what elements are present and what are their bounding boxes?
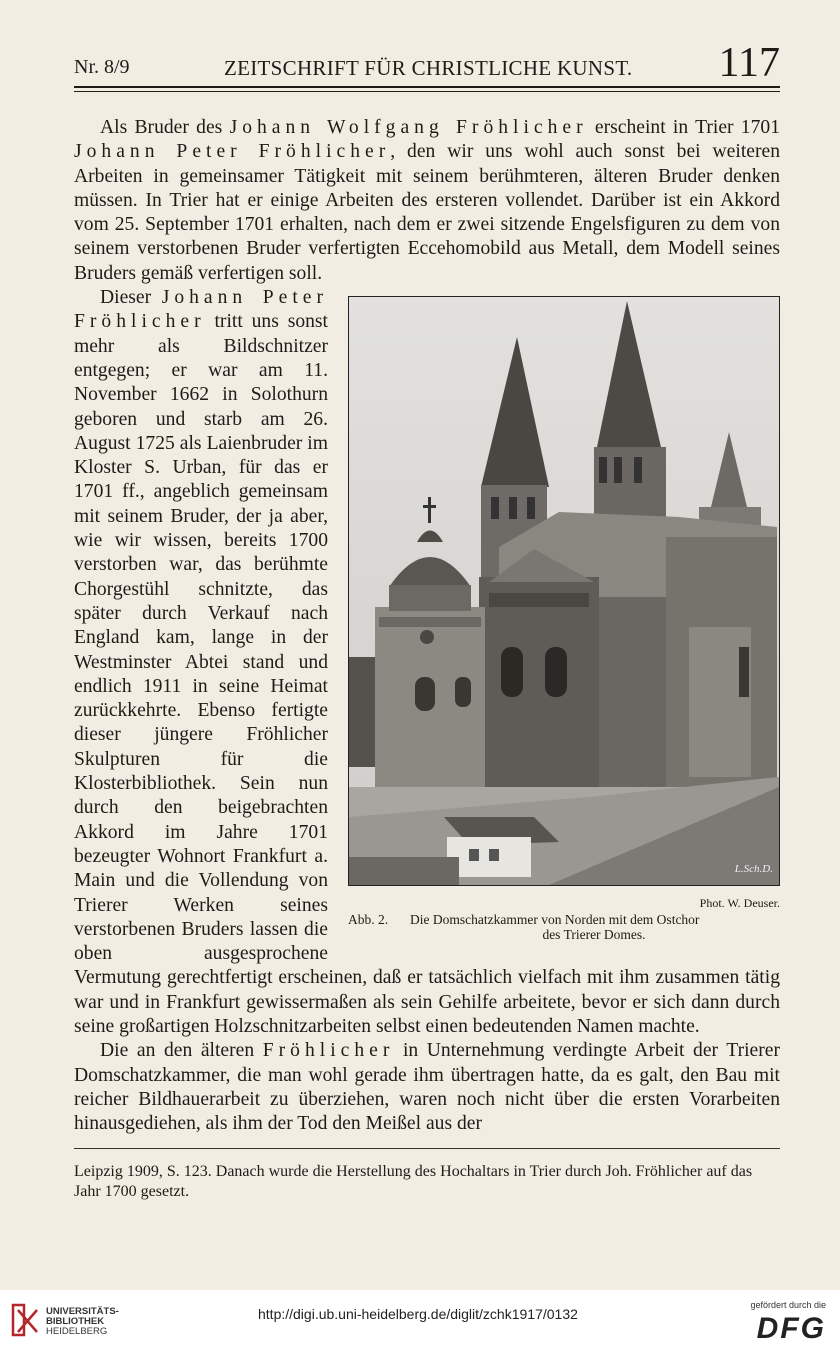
permalink-url[interactable]: http://digi.ub.uni-heidelberg.de/diglit/zchk1917/0132 bbox=[258, 1306, 578, 1322]
footnote-rule bbox=[74, 1148, 780, 1149]
spaced-name: Johann Peter Fröhlicher bbox=[74, 287, 328, 333]
figure-label: Abb. 2. bbox=[348, 912, 389, 928]
header-rule-thin bbox=[74, 91, 780, 92]
funding-note: gefördert durch die bbox=[750, 1300, 826, 1310]
footnote: Leipzig 1909, S. 123. Danach wurde die Herstellung des Hochaltars in Trier durch Joh. Fröhlicher auf das Jahr 1700 gesetzt. bbox=[74, 1163, 753, 1200]
spaced-name: Fröhlicher bbox=[262, 1040, 395, 1062]
figure bbox=[348, 296, 780, 942]
cathedral-photo bbox=[348, 296, 780, 886]
photo-credit: Phot. W. Deuser. bbox=[699, 896, 780, 911]
running-header bbox=[74, 42, 780, 86]
spaced-name: Johann Peter Fröhlicher bbox=[74, 141, 391, 163]
paragraph-2: Dieser Johann Peter Fröhlicher tritt uns sonst mehr als Bildschnitzer entgegen; er war am 11. November 1662 in Solothurn geboren und starb am 26. August 1725 als Laienbruder im Kloster S. Urban, für das er 1701 ff., angeblich gemeinsam mit seinem Bruder, der ja aber, wie wir wissen, bereits 1700 verstorben war, das berühmte Chorgestühl schnitzte, das später durch Verkauf nach England kam, lange in der Westminster Abtei stand und endlich 1911 in seine Heimat zurückkehrte. Ebenso fertigte dieser jüngere Fröhlicher Skulpturen für die Klosterbibliothek. Sein nun durch den beigebrachten Akkord im Jahre 1701 bezeugter Wohnort Frankfurt a. Main und die Vollendung von Trierer Werken seines verstorbenen Bruders lassen die oben ausgesprochene Vermutung gerechtfertigt erscheinen, daß er tatsächlich vielfach mit ihm zusammen tätig war und in Frankfurt gewissermaßen als sein Gehilfe arbeitete, bevor er sich dann durch seine großartigen Holzschnitzarbeiten selbst einen bedeutenden Namen machte. bbox=[74, 287, 780, 1037]
article-body bbox=[74, 116, 780, 1136]
spaced-name: Johann Wolfgang Fröhlicher bbox=[229, 117, 588, 138]
issue-number: Nr. 8/9 bbox=[74, 56, 130, 78]
header-rule bbox=[74, 86, 780, 88]
figure-caption bbox=[348, 912, 780, 942]
photo-signature: L.Sch.D. bbox=[734, 862, 773, 875]
university-library-logo-icon bbox=[10, 1302, 40, 1338]
dfg-logo: DFG bbox=[756, 1312, 826, 1345]
digitization-footer bbox=[0, 1290, 840, 1352]
caption-line-2: des Trierer Domes. bbox=[542, 927, 646, 943]
page-number: 117 bbox=[718, 40, 780, 86]
paragraph-1: Als Bruder des Johann Wolfgang Fröhlicher erscheint in Trier 1701 Johann Peter Fröhlicher, den wir uns wohl auch sonst bei weiteren Arbeiten in gemeinsamer Tätigkeit mit seinem berühmteren, älteren Bruder denken müssen. In Trier hat er einige Arbeiten des ersteren vollendet. Darüber ist ein Akkord vom 25. September 1701 erhalten, nach dem er zwei sitzende Engelsfiguren zu dem von seinem verstorbenen Bruder verfertigten Eccehomobild aus Metall, dem Modell seines Bruders gemäß verfertigen soll. bbox=[74, 117, 780, 284]
journal-title: ZEITSCHRIFT FÜR CHRISTLICHE KUNST. bbox=[224, 56, 633, 80]
trier-cathedral-image bbox=[349, 297, 779, 885]
caption-line-1: Die Domschatzkammer von Norden mit dem Ostchor bbox=[410, 912, 700, 928]
library-name: UNIVERSITÄTS- BIBLIOTHEK HEIDELBERG bbox=[46, 1306, 119, 1337]
paragraph-3: Die an den älteren Fröhlicher in Unternehmung verdingte Arbeit der Trierer Domschatzkammer, die man wohl gerade ihm übertragen hatte, da es galt, den Bau mit reicher Bildhauerarbeit zu überziehen, waren noch nicht über die ersten Vorarbeiten hinausgediehen, als ihm der Tod den Meißel aus der bbox=[74, 1040, 780, 1135]
